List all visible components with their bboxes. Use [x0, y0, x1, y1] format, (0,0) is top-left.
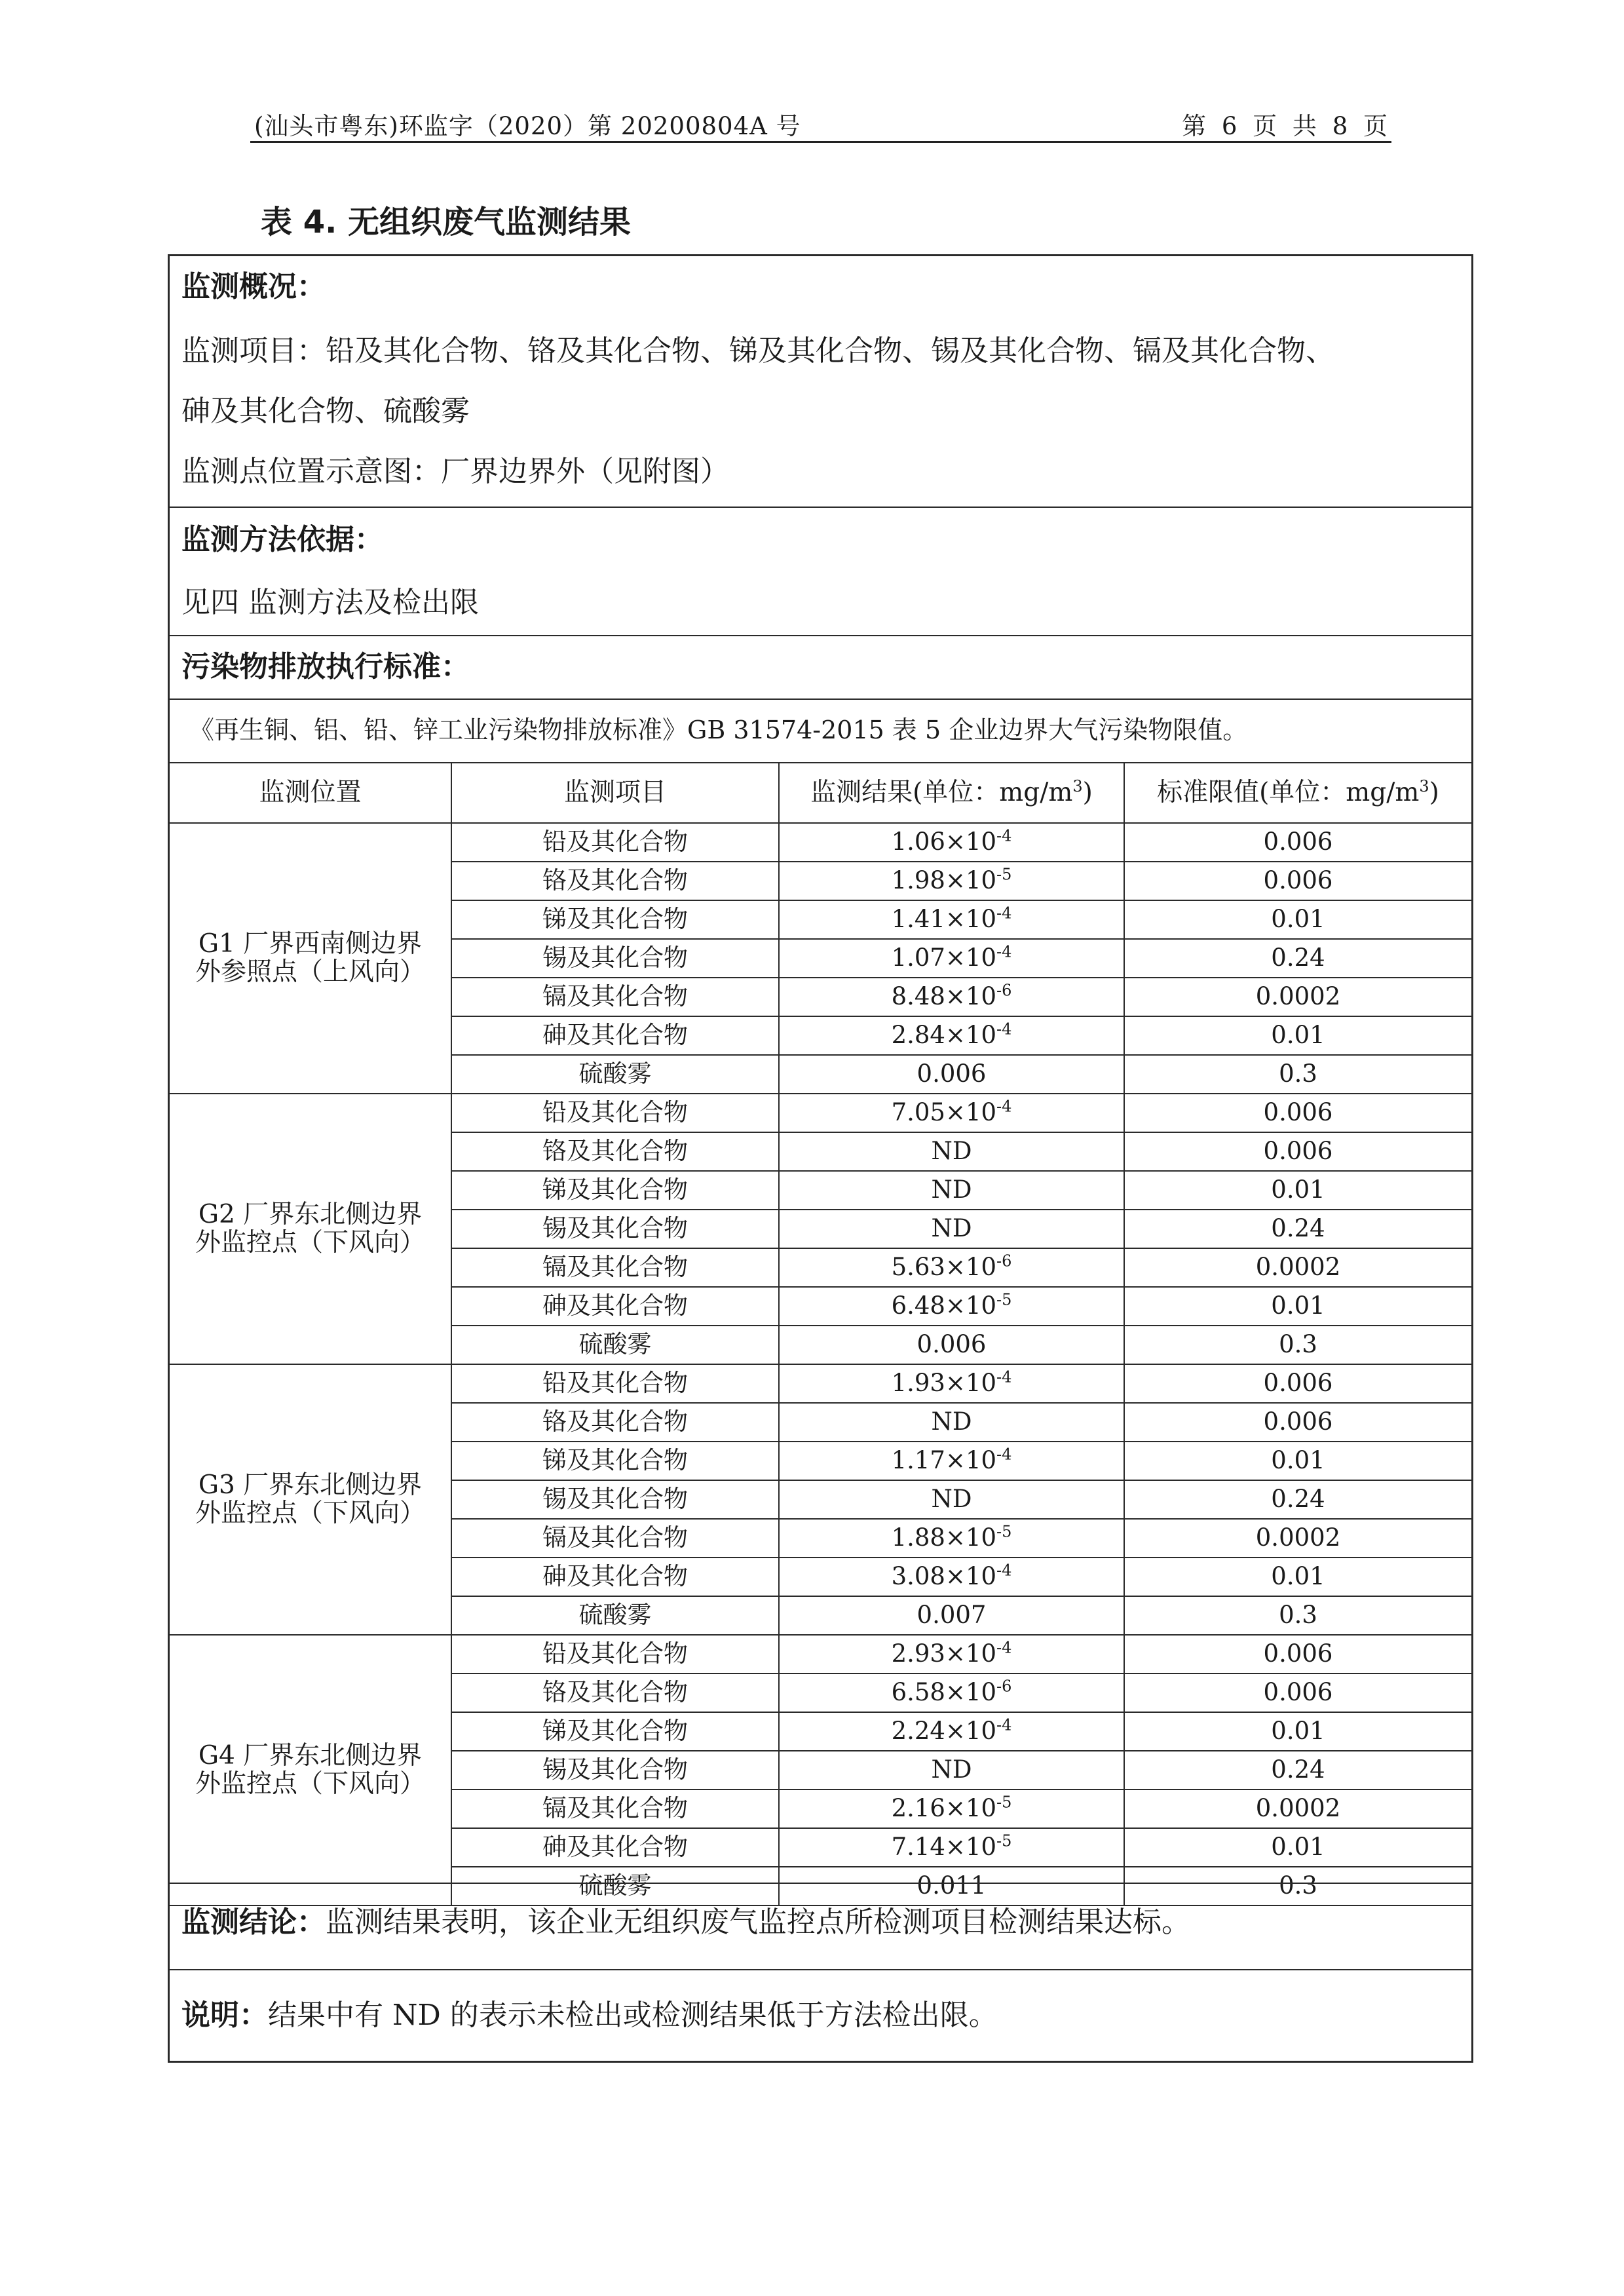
result-value: 3.08×10 [891, 1562, 997, 1591]
divider-standard [170, 635, 1471, 636]
result-exponent: -6 [996, 981, 1012, 1000]
note-label: 说明： [181, 1999, 268, 2032]
item-cell: 铬及其化合物 [451, 862, 779, 900]
result-cell [779, 1210, 1124, 1248]
result-value: 5.63×10 [891, 1253, 997, 1282]
result-exponent: -4 [996, 904, 1012, 923]
limit-cell: 0.0002 [1124, 1519, 1471, 1558]
conclusion [181, 1898, 1190, 1940]
limit-cell: 0.006 [1124, 862, 1471, 900]
result-cell [779, 1248, 1124, 1287]
result-exponent: -4 [996, 1715, 1012, 1734]
header-divider [250, 141, 1391, 143]
result-value: 2.93×10 [891, 1639, 997, 1668]
result-cell [779, 1287, 1124, 1326]
result-cell [779, 1751, 1124, 1789]
item-cell: 锑及其化合物 [451, 900, 779, 939]
result-value: 1.17×10 [891, 1446, 997, 1475]
note-text: 结果中有 ND 的表示未检出或检测结果低于方法检出限。 [268, 1999, 998, 2032]
limit-cell: 0.3 [1124, 1055, 1471, 1094]
item-cell: 铬及其化合物 [451, 1132, 779, 1171]
result-cell [779, 939, 1124, 978]
result-exponent: -4 [996, 1445, 1012, 1464]
table-row [170, 1635, 1471, 1674]
table-row [170, 1094, 1471, 1132]
limit-cell: 0.01 [1124, 900, 1471, 939]
result-value: 1.88×10 [891, 1523, 997, 1552]
location-line2: 外监控点（下风向） [195, 1227, 425, 1257]
limit-cell: 0.0002 [1124, 978, 1471, 1016]
divider-method [170, 507, 1471, 508]
result-cell [779, 1635, 1124, 1674]
result-value: 1.07×10 [891, 944, 997, 972]
item-cell: 铬及其化合物 [451, 1403, 779, 1442]
limit-cell: 0.01 [1124, 1171, 1471, 1210]
result-exponent: -5 [996, 1522, 1012, 1541]
item-cell: 铬及其化合物 [451, 1674, 779, 1712]
result-value: ND [931, 1137, 972, 1166]
result-value: 0.006 [916, 1060, 987, 1088]
item-cell: 锑及其化合物 [451, 1171, 779, 1210]
result-exponent: -4 [996, 826, 1012, 845]
result-exponent: -4 [996, 942, 1012, 961]
result-value: ND [931, 1407, 972, 1436]
location-line2: 外监控点（下风向） [195, 1498, 425, 1528]
limit-cell: 0.24 [1124, 1480, 1471, 1519]
location-line2: 外监控点（下风向） [195, 1769, 425, 1799]
result-exponent: -4 [996, 1097, 1012, 1116]
result-exponent: -6 [996, 1252, 1012, 1271]
monitoring-items-line2: 砷及其化合物、硫酸雾 [181, 394, 470, 428]
location-line1: G1 厂界西南侧边界 [198, 928, 423, 959]
result-cell [779, 1094, 1124, 1132]
item-cell: 砷及其化合物 [451, 1287, 779, 1326]
item-cell: 硫酸雾 [451, 1867, 779, 1905]
limit-cell: 0.006 [1124, 1674, 1471, 1712]
result-cell [779, 900, 1124, 939]
conclusion-text: 监测结果表明，该企业无组织废气监控点所检测项目检测结果达标。 [326, 1905, 1190, 1939]
limit-cell: 0.01 [1124, 1828, 1471, 1867]
table-header-row [170, 763, 1471, 823]
standard-heading: 污染物排放执行标准： [181, 650, 470, 683]
result-exponent: -5 [996, 1831, 1012, 1850]
result-cell [779, 1519, 1124, 1558]
result-cell [779, 1480, 1124, 1519]
location-line2: 外参照点（上风向） [195, 957, 425, 987]
result-cell [779, 1596, 1124, 1635]
result-value: ND [931, 1214, 972, 1243]
monitoring-location-cell [170, 1094, 451, 1364]
item-cell: 镉及其化合物 [451, 978, 779, 1016]
limit-cell: 0.3 [1124, 1326, 1471, 1364]
result-value: ND [931, 1485, 972, 1514]
col-header-result: 监测结果(单位：$mg/m^3$) [779, 763, 1124, 823]
limit-cell: 0.006 [1124, 1403, 1471, 1442]
result-value: 8.48×10 [891, 982, 997, 1011]
monitoring-location-cell [170, 1364, 451, 1635]
limit-cell: 0.01 [1124, 1558, 1471, 1596]
limit-cell: 0.006 [1124, 823, 1471, 862]
result-cell [779, 1789, 1124, 1828]
result-value: ND [931, 1755, 972, 1784]
item-cell: 硫酸雾 [451, 1596, 779, 1635]
result-value: 1.98×10 [891, 866, 997, 895]
limit-cell: 0.006 [1124, 1132, 1471, 1171]
item-cell: 铅及其化合物 [451, 1094, 779, 1132]
location-line1: G2 厂界东北侧边界 [198, 1199, 423, 1229]
result-exponent: -4 [996, 1020, 1012, 1039]
limit-cell: 0.24 [1124, 1210, 1471, 1248]
location-line1: G3 厂界东北侧边界 [198, 1470, 423, 1500]
col-header-item: 监测项目 [451, 763, 779, 823]
method-text: 见四 监测方法及检出限 [181, 586, 479, 619]
result-exponent: -4 [996, 1368, 1012, 1387]
limit-cell: 0.01 [1124, 1016, 1471, 1055]
divider-standard-text [170, 698, 1471, 700]
result-value: 2.24×10 [891, 1717, 997, 1746]
result-value: 1.41×10 [891, 905, 997, 934]
result-value: 6.58×10 [891, 1678, 997, 1707]
table-row [170, 1364, 1471, 1403]
result-cell [779, 1442, 1124, 1480]
item-cell: 铅及其化合物 [451, 823, 779, 862]
result-value: 0.011 [916, 1871, 987, 1900]
result-exponent: -5 [996, 1290, 1012, 1309]
limit-cell: 0.01 [1124, 1712, 1471, 1751]
limit-cell: 0.24 [1124, 1751, 1471, 1789]
item-cell: 锡及其化合物 [451, 939, 779, 978]
item-cell: 镉及其化合物 [451, 1248, 779, 1287]
conclusion-label: 监测结论： [181, 1905, 326, 1939]
result-cell [779, 1326, 1124, 1364]
item-cell: 砷及其化合物 [451, 1558, 779, 1596]
standard-text: 《再生铜、铝、铅、锌工业污染物排放标准》GB 31574-2015 表 5 企业边界大气污染物限值。 [189, 716, 1248, 744]
result-value: 0.007 [916, 1601, 987, 1630]
item-cell: 锡及其化合物 [451, 1480, 779, 1519]
result-exponent: -5 [996, 865, 1012, 884]
result-exponent: -4 [996, 1638, 1012, 1657]
result-cell [779, 1712, 1124, 1751]
results-table [170, 762, 1471, 1906]
location-line1: G4 厂界东北侧边界 [198, 1740, 423, 1770]
col-header-limit: 标准限值(单位：$mg/m^3$) [1124, 763, 1471, 823]
limit-cell: 0.0002 [1124, 1789, 1471, 1828]
result-cell [779, 978, 1124, 1016]
result-value: 0.006 [916, 1330, 987, 1359]
divider-note [170, 1969, 1471, 1970]
result-value: 7.05×10 [891, 1098, 997, 1127]
result-value: 1.93×10 [891, 1369, 997, 1398]
item-cell: 镉及其化合物 [451, 1789, 779, 1828]
item-cell: 硫酸雾 [451, 1326, 779, 1364]
limit-cell: 0.006 [1124, 1364, 1471, 1403]
monitoring-location: 监测点位置示意图：厂界边界外（见附图） [181, 455, 729, 488]
col-header-location: 监测位置 [170, 763, 451, 823]
note [181, 1991, 998, 2033]
item-cell: 锑及其化合物 [451, 1712, 779, 1751]
result-cell [779, 1171, 1124, 1210]
result-cell [779, 1055, 1124, 1094]
item-cell: 砷及其化合物 [451, 1016, 779, 1055]
table-row [170, 823, 1471, 862]
result-cell [779, 823, 1124, 862]
table-title: 表 4. 无组织废气监测结果 [261, 204, 632, 240]
item-cell: 镉及其化合物 [451, 1519, 779, 1558]
document-number: (汕头市粤东)环监字（2020）第 20200804A 号 [254, 112, 801, 140]
monitoring-location-cell [170, 1635, 451, 1905]
divider-conclusion [170, 1883, 1471, 1884]
result-value: 2.16×10 [891, 1794, 997, 1823]
result-value: 2.84×10 [891, 1021, 997, 1050]
item-cell: 铅及其化合物 [451, 1364, 779, 1403]
monitoring-location-cell [170, 823, 451, 1094]
result-cell [779, 1132, 1124, 1171]
item-cell: 锡及其化合物 [451, 1210, 779, 1248]
page-info: 第 6 页 共 8 页 [1182, 112, 1391, 140]
limit-cell: 0.24 [1124, 939, 1471, 978]
result-exponent: -6 [996, 1677, 1012, 1696]
item-cell: 硫酸雾 [451, 1055, 779, 1094]
limit-cell: 0.01 [1124, 1287, 1471, 1326]
item-cell: 锡及其化合物 [451, 1751, 779, 1789]
result-cell [779, 1364, 1124, 1403]
item-cell: 铅及其化合物 [451, 1635, 779, 1674]
result-cell [779, 1403, 1124, 1442]
overview-heading: 监测概况： [181, 270, 326, 303]
result-value: 1.06×10 [891, 828, 997, 856]
item-cell: 锑及其化合物 [451, 1442, 779, 1480]
limit-cell: 0.3 [1124, 1867, 1471, 1905]
results-table-frame [168, 254, 1473, 2063]
result-cell [779, 1674, 1124, 1712]
result-cell [779, 862, 1124, 900]
result-exponent: -4 [996, 1561, 1012, 1580]
limit-cell: 0.0002 [1124, 1248, 1471, 1287]
result-value: 6.48×10 [891, 1292, 997, 1320]
limit-cell: 0.006 [1124, 1094, 1471, 1132]
result-cell [779, 1828, 1124, 1867]
result-value: ND [931, 1176, 972, 1204]
result-exponent: -5 [996, 1793, 1012, 1812]
method-heading: 监测方法依据： [181, 523, 383, 556]
limit-cell: 0.3 [1124, 1596, 1471, 1635]
monitoring-items-line1: 监测项目：铅及其化合物、铬及其化合物、锑及其化合物、锡及其化合物、镉及其化合物、 [181, 334, 1334, 368]
item-cell: 砷及其化合物 [451, 1828, 779, 1867]
limit-cell: 0.006 [1124, 1635, 1471, 1674]
result-value: 7.14×10 [891, 1833, 997, 1862]
result-cell [779, 1016, 1124, 1055]
limit-cell: 0.01 [1124, 1442, 1471, 1480]
result-cell [779, 1558, 1124, 1596]
